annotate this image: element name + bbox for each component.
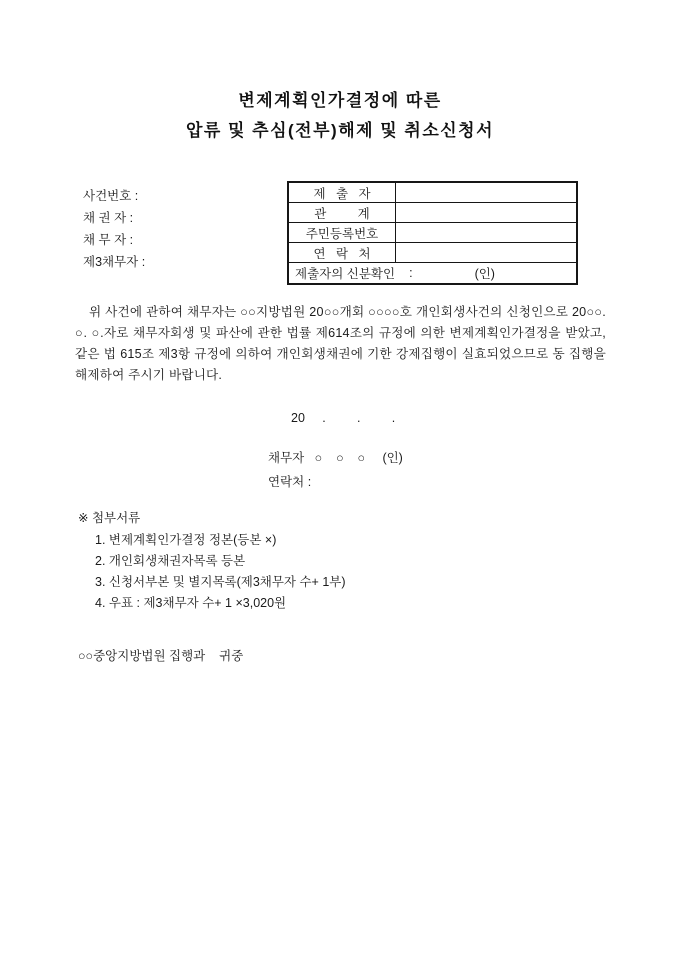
submitter-value-cell (396, 183, 576, 202)
attachment-item: 3. 신청서부본 및 별지목록(제3채무자 수+ 1부) (95, 575, 346, 589)
table-row-contact (289, 243, 576, 263)
submitter-label: 제 출 자 (289, 183, 396, 202)
resident-number-label: 주민등록번호 (289, 223, 396, 242)
table-row-resident-number (289, 223, 576, 243)
attachment-item: 4. 우표 : 제3채무자 수+ 1 ×3,020원 (95, 596, 287, 610)
attachments-section (78, 508, 346, 614)
signature-block (268, 446, 403, 494)
table-row-relation (289, 203, 576, 223)
submitter-table (287, 181, 578, 285)
third-debtor-label: 제3채무자 : (83, 255, 146, 269)
contact-signature-line: 연락처 : (268, 475, 312, 489)
date-line: 20 . . . (291, 411, 396, 425)
identity-check-seal: (인) (474, 267, 495, 281)
attachments-heading: ※ 첨부서류 (78, 511, 141, 525)
relation-value-cell (396, 203, 576, 222)
body-paragraph: 위 사건에 관하여 채무자는 ○○지방법원 20○○개회 ○○○○호 개인회생사건의 신청인으로 20○○. ○. ○.자로 채무자회생 및 파산에 관한 법률 제614조의 규정에 의한 변제계획인가결정을 받았고, 같은 법 615조 제3항 규정에 의하여 개인회생채권에 기한 강제집행이 실효되었으므로 동 집행을 해제하여 주시기 바랍니다. (75, 305, 606, 382)
debtor-signature-line: 채무자 ○ ○ ○ (인) (268, 451, 403, 465)
contact-value-cell (396, 243, 576, 262)
identity-check-label: 제출자의 신분확인 (295, 267, 396, 281)
creditor-label: 채 권 자 : (83, 211, 134, 225)
document-title-line-1: 변제계획인가결정에 따른 (238, 91, 442, 110)
resident-number-value-cell (396, 223, 576, 242)
table-row-identity-check (289, 263, 576, 283)
document-title-line-2: 압류 및 추심(전부)해제 및 취소신청서 (185, 121, 495, 140)
debtor-label: 채 무 자 : (83, 233, 134, 247)
recipient-line: ○○중앙지방법원 집행과 귀중 (78, 649, 244, 663)
attachments-list (78, 530, 346, 614)
identity-check-colon: : (409, 266, 413, 280)
party-info-block (83, 185, 145, 273)
contact-label: 연 락 처 (289, 243, 396, 262)
relation-label: 관 계 (289, 203, 396, 222)
case-number-label: 사건번호 : (83, 189, 139, 203)
attachment-item: 1. 변제계획인가결정 정본(등본 ×) (95, 533, 277, 547)
table-row-submitter (289, 183, 576, 203)
document-title (0, 86, 680, 146)
attachment-item: 2. 개인회생채권자목록 등본 (95, 554, 246, 568)
